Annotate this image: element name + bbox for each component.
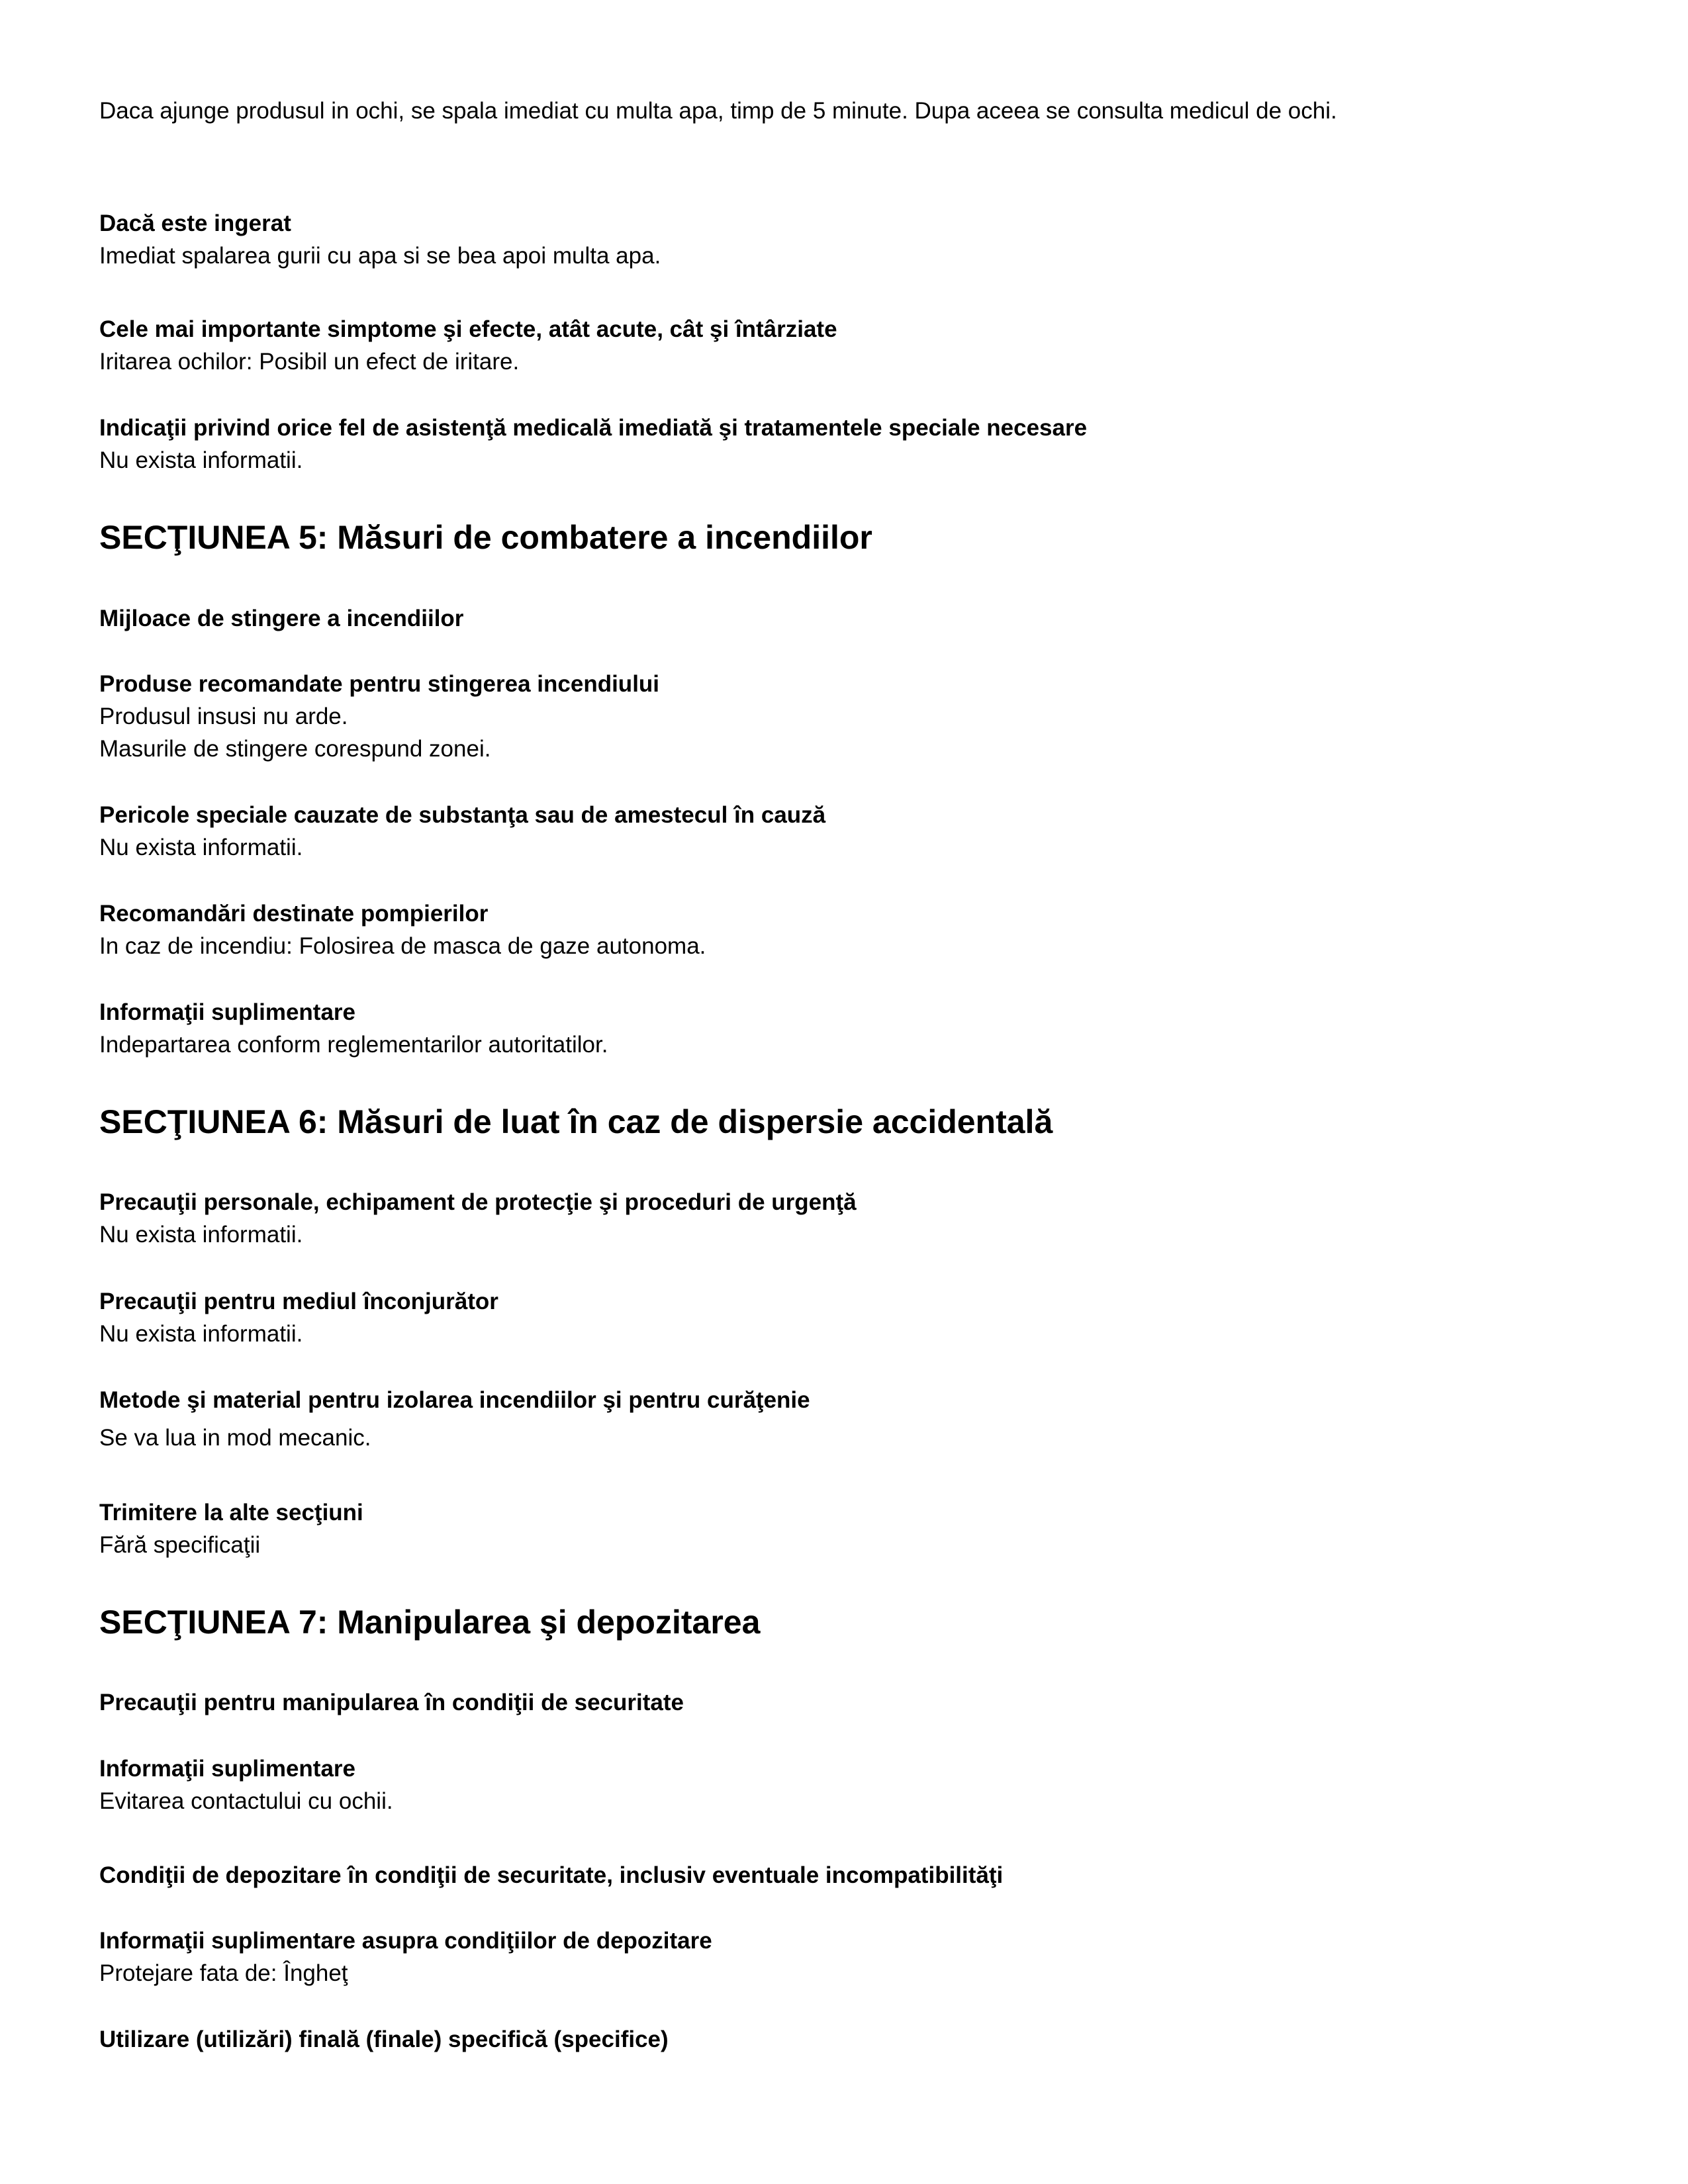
section-7-heading: SECŢIUNEA 7: Manipularea şi depozitarea (99, 1604, 761, 1641)
medical-assistance-subheading: Indicaţii privind orice fel de asistenţă medicală imediată şi tratamentele speciale necesare (99, 415, 1088, 441)
additional-info-subheading: Informaţii suplimentare (99, 999, 356, 1025)
additional-info-text: Indepartarea conform reglementarilor autoritatilor. (99, 1032, 608, 1058)
medical-assistance-text: Nu exista informatii. (99, 447, 303, 473)
specific-end-use-subheading: Utilizare (utilizări) finală (finale) specifică (specifice) (99, 2026, 669, 2052)
section-6-heading: SECŢIUNEA 6: Măsuri de luat în caz de dispersie accidentală (99, 1103, 1053, 1140)
symptoms-text: Iritarea ochilor: Posibil un efect de iritare. (99, 349, 520, 375)
reference-sections-text: Fără specificaţii (99, 1532, 261, 1558)
handling-additional-info-subheading: Informaţii suplimentare (99, 1756, 356, 1782)
containment-methods-subheading: Metode şi material pentru izolarea incendiilor şi pentru curăţenie (99, 1387, 810, 1413)
handling-additional-info-text: Evitarea contactului cu ochii. (99, 1788, 393, 1814)
storage-conditions-subheading: Condiţii de depozitare în condiţii de securitate, inclusiv eventuale incompatibilităţi (99, 1862, 1004, 1888)
symptoms-subheading: Cele mai importante simptome şi efecte, atât acute, cât şi întârziate (99, 316, 837, 342)
environmental-precautions-text: Nu exista informatii. (99, 1321, 303, 1347)
firefighters-subheading: Recomandări destinate pompierilor (99, 901, 489, 927)
special-hazards-subheading: Pericole speciale cauzate de substanţa sau de amestecul în cauză (99, 802, 826, 828)
ingested-subheading: Dacă este ingerat (99, 210, 291, 236)
eye-contact-text: Daca ajunge produsul in ochi, se spala imediat cu multa apa, timp de 5 minute. Dupa aceea se consulta medicul de ochi. (99, 98, 1337, 124)
ingested-text: Imediat spalarea gurii cu apa si se bea apoi multa apa. (99, 243, 661, 269)
reference-sections-subheading: Trimitere la alte secţiuni (99, 1500, 363, 1525)
storage-additional-info-subheading: Informaţii suplimentare asupra condiţiilor de depozitare (99, 1928, 712, 1954)
personal-precautions-text: Nu exista informatii. (99, 1222, 303, 1248)
environmental-precautions-subheading: Precauţii pentru mediul înconjurător (99, 1289, 498, 1314)
personal-precautions-subheading: Precauţii personale, echipament de protecţie şi proceduri de urgenţă (99, 1189, 857, 1215)
extinguishing-means-subheading: Mijloace de stingere a incendiilor (99, 606, 464, 631)
recommended-products-subheading: Produse recomandate pentru stingerea incendiului (99, 671, 660, 697)
storage-additional-info-text: Protejare fata de: Îngheţ (99, 1960, 348, 1986)
section-5-heading: SECŢIUNEA 5: Măsuri de combatere a incendiilor (99, 519, 872, 556)
recommended-products-line-2: Masurile de stingere corespund zonei. (99, 736, 491, 762)
containment-methods-text: Se va lua in mod mecanic. (99, 1425, 371, 1451)
safe-handling-subheading: Precauţii pentru manipularea în condiţii de securitate (99, 1690, 684, 1715)
special-hazards-text: Nu exista informatii. (99, 835, 303, 860)
firefighters-text: In caz de incendiu: Folosirea de masca de gaze autonoma. (99, 933, 706, 959)
recommended-products-line-1: Produsul insusi nu arde. (99, 704, 348, 729)
